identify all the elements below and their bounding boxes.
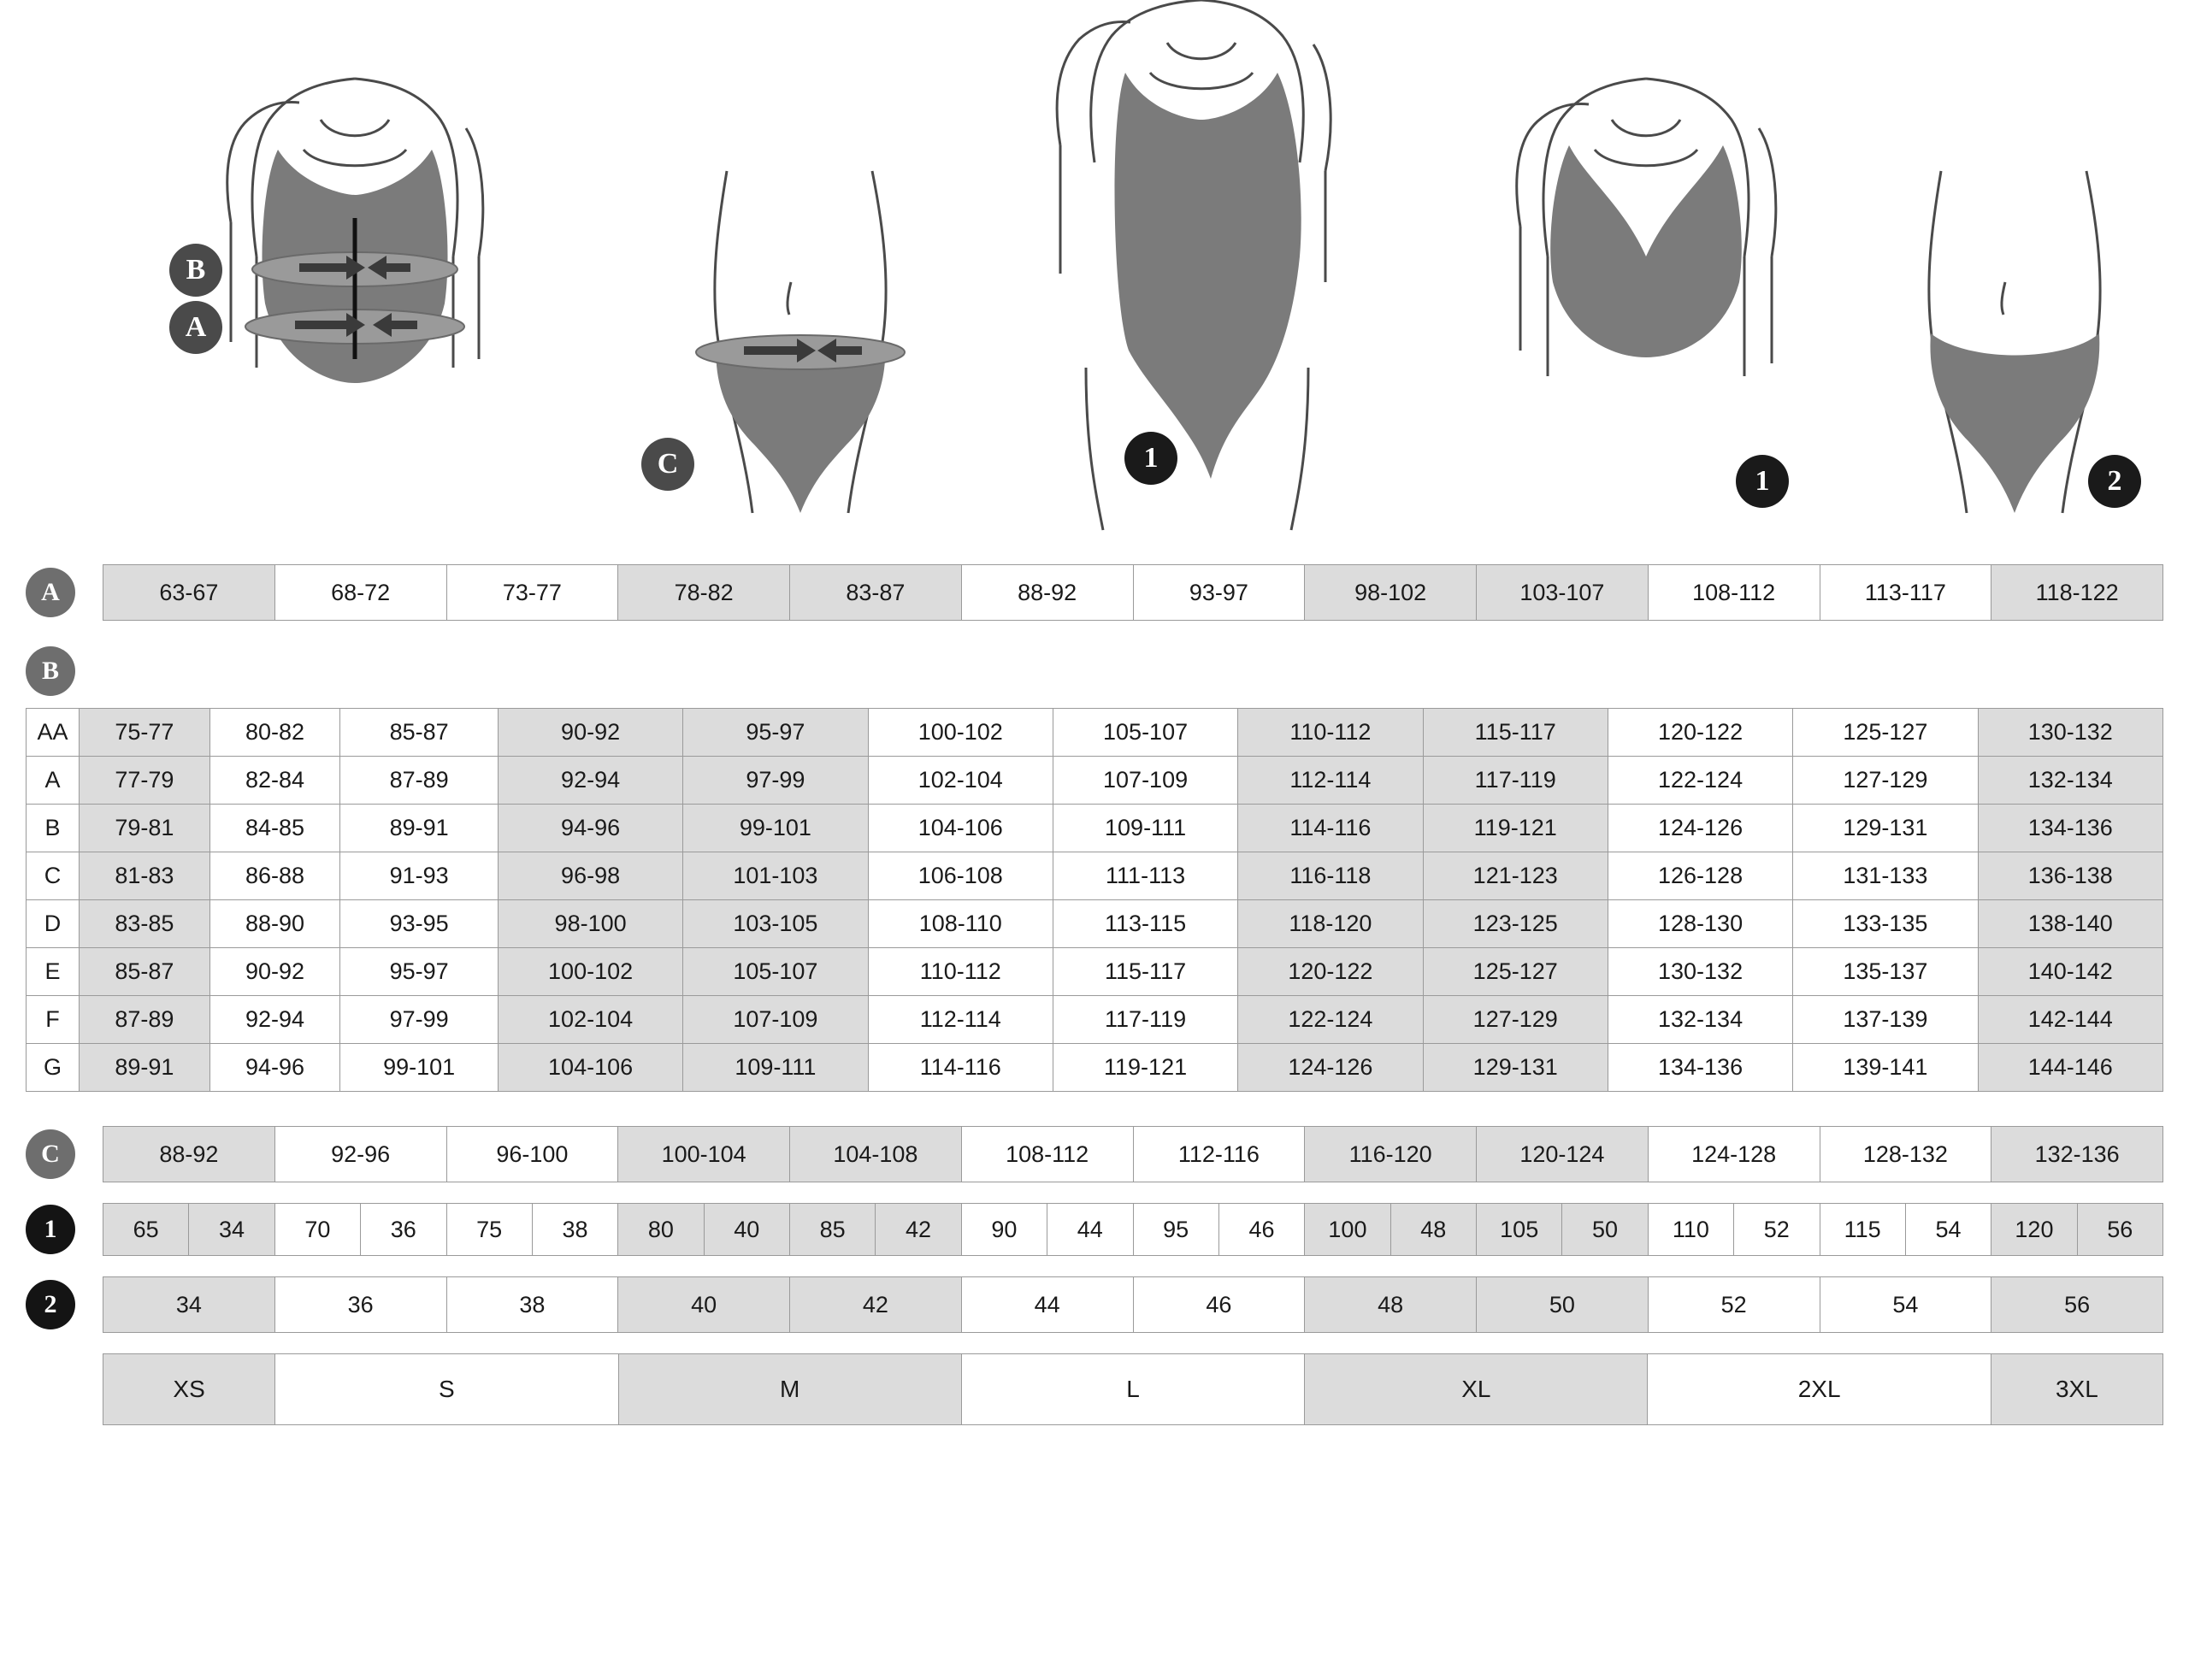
bust-cell: 107-109 — [1053, 757, 1237, 805]
bust-cell: 115-117 — [1053, 948, 1237, 996]
hip-cell: 112-116 — [1134, 1127, 1306, 1182]
hip-cell: 116-120 — [1305, 1127, 1477, 1182]
bust-cell: 91-93 — [340, 852, 499, 900]
row-c-values — [103, 1126, 2163, 1182]
size-row-values — [103, 1353, 2163, 1425]
table-row — [27, 996, 2163, 1044]
bust-cell: 109-111 — [683, 1044, 868, 1092]
size-cell: M — [619, 1354, 962, 1424]
underbust-cell: 103-107 — [1477, 565, 1649, 620]
brief-size-cell: 54 — [1820, 1277, 1992, 1332]
bust-cell: 125-127 — [1423, 948, 1608, 996]
row-a-values — [103, 564, 2163, 621]
row-b-label-block — [26, 646, 2163, 696]
bust-cell: 140-142 — [1978, 948, 2162, 996]
bust-cell: 131-133 — [1793, 852, 1978, 900]
bra-size-pair — [618, 1204, 790, 1255]
bust-cell: 129-131 — [1793, 805, 1978, 852]
brief-size-cell: 42 — [790, 1277, 962, 1332]
brief-size-cell: 50 — [1477, 1277, 1649, 1332]
bra-size-pair — [1134, 1204, 1306, 1255]
size-cell: L — [962, 1354, 1305, 1424]
underbust-cell: 88-92 — [962, 565, 1134, 620]
hip-cell: 96-100 — [447, 1127, 619, 1182]
brief-size-cell: 40 — [618, 1277, 790, 1332]
bra-band-alt: 54 — [1935, 1217, 1962, 1242]
table-row — [27, 709, 2163, 757]
bra-band-eu: 80 — [618, 1204, 704, 1255]
figure-illustrations — [26, 0, 2163, 564]
bust-cell: 112-114 — [1238, 757, 1423, 805]
bust-cell: 93-95 — [340, 900, 499, 948]
table-row — [27, 757, 2163, 805]
bust-cell: 134-136 — [1608, 1044, 1792, 1092]
bust-cell: 127-129 — [1423, 996, 1608, 1044]
row-1-label-wrap — [26, 1203, 103, 1256]
bust-cell: 134-136 — [1978, 805, 2162, 852]
bust-cell: 104-106 — [868, 805, 1053, 852]
bra-band-alt: 38 — [562, 1217, 588, 1242]
brief-size-cell: 34 — [103, 1277, 275, 1332]
bust-cell: 104-106 — [498, 1044, 682, 1092]
bra-size-pair — [1649, 1204, 1820, 1255]
bra-size-pair — [447, 1204, 619, 1255]
bust-cell: 99-101 — [340, 1044, 499, 1092]
hip-figure — [616, 0, 975, 551]
bust-cell: 124-126 — [1608, 805, 1792, 852]
size-cell: 3XL — [1991, 1354, 2162, 1424]
bust-cell: 80-82 — [209, 709, 340, 757]
bra-band-alt: 56 — [2078, 1204, 2162, 1255]
bust-cell: 95-97 — [683, 709, 868, 757]
bust-cell: 92-94 — [209, 996, 340, 1044]
bra-band-alt: 40 — [705, 1204, 789, 1255]
table-row — [27, 852, 2163, 900]
swimsuit-figure — [958, 0, 1351, 551]
brief-figure — [1890, 0, 2180, 551]
bust-cell: 125-127 — [1793, 709, 1978, 757]
row-2-label: 2 — [26, 1280, 75, 1329]
size-row-block — [26, 1353, 2163, 1425]
cup-label: B — [27, 805, 80, 852]
bust-cell: 144-146 — [1978, 1044, 2162, 1092]
bust-cell: 122-124 — [1608, 757, 1792, 805]
bust-cell: 97-99 — [683, 757, 868, 805]
bra-band-alt: 50 — [1562, 1204, 1647, 1255]
bust-cell: 128-130 — [1608, 900, 1792, 948]
bra-size-pair — [1820, 1204, 1992, 1255]
bust-cell: 137-139 — [1793, 996, 1978, 1044]
hip-cell: 128-132 — [1820, 1127, 1992, 1182]
bust-cell: 120-122 — [1608, 709, 1792, 757]
bust-cell: 135-137 — [1793, 948, 1978, 996]
bra-size-pair — [275, 1204, 447, 1255]
bust-cell: 102-104 — [868, 757, 1053, 805]
bra-band-eu: 90 — [962, 1204, 1047, 1255]
row-c-label-wrap — [26, 1126, 103, 1182]
cup-label: D — [27, 900, 80, 948]
bra-band-alt: 36 — [390, 1217, 416, 1242]
badge-B: B — [169, 244, 222, 297]
bust-cell: 98-100 — [498, 900, 682, 948]
bust-cell: 95-97 — [340, 948, 499, 996]
bust-cell: 123-125 — [1423, 900, 1608, 948]
bust-cell: 89-91 — [340, 805, 499, 852]
bust-cell: 110-112 — [868, 948, 1053, 996]
row-b-label-wrap — [26, 646, 103, 696]
bust-cell: 92-94 — [498, 757, 682, 805]
row-a-label-wrap — [26, 564, 103, 621]
row-1-label: 1 — [26, 1205, 75, 1254]
bust-cell: 97-99 — [340, 996, 499, 1044]
bust-cell: 110-112 — [1238, 709, 1423, 757]
bust-cell: 87-89 — [80, 996, 210, 1044]
bust-cell: 105-107 — [683, 948, 868, 996]
cup-size-table — [26, 708, 2163, 1092]
bust-cell: 132-134 — [1978, 757, 2162, 805]
table-row — [27, 1044, 2163, 1092]
cup-label: F — [27, 996, 80, 1044]
hip-cell: 104-108 — [790, 1127, 962, 1182]
bust-cell: 133-135 — [1793, 900, 1978, 948]
bust-cell: 136-138 — [1978, 852, 2162, 900]
bust-cell: 75-77 — [80, 709, 210, 757]
hip-cell: 132-136 — [1991, 1127, 2162, 1182]
row-b-label: B — [26, 646, 75, 696]
bust-cell: 129-131 — [1423, 1044, 1608, 1092]
bust-cell: 103-105 — [683, 900, 868, 948]
bust-cell: 82-84 — [209, 757, 340, 805]
bust-cell: 132-134 — [1608, 996, 1792, 1044]
bust-cell: 122-124 — [1238, 996, 1423, 1044]
bust-cell: 120-122 — [1238, 948, 1423, 996]
badge-1-bra: 1 — [1736, 455, 1789, 508]
bust-cell: 99-101 — [683, 805, 868, 852]
row-2-values — [103, 1276, 2163, 1333]
bust-cell: 83-85 — [80, 900, 210, 948]
bra-band-eu: 75 — [447, 1204, 533, 1255]
row-c-label: C — [26, 1129, 75, 1179]
brief-size-cell: 36 — [275, 1277, 447, 1332]
underbust-cell: 118-122 — [1991, 565, 2162, 620]
bra-band-alt: 48 — [1391, 1204, 1476, 1255]
bust-cell: 111-113 — [1053, 852, 1237, 900]
bust-cell: 108-110 — [868, 900, 1053, 948]
bra-band-eu: 110 — [1649, 1204, 1734, 1255]
underbust-cell: 113-117 — [1820, 565, 1992, 620]
underbust-cell: 68-72 — [275, 565, 447, 620]
badge-C: C — [641, 438, 694, 491]
cup-label: G — [27, 1044, 80, 1092]
bra-band-alt: 42 — [876, 1204, 960, 1255]
size-cell: S — [275, 1354, 618, 1424]
bra-band-eu: 105 — [1477, 1204, 1562, 1255]
bra-band-eu: 100 — [1305, 1204, 1390, 1255]
brief-size-cell: 52 — [1649, 1277, 1820, 1332]
bra-band-eu: 95 — [1134, 1204, 1219, 1255]
bust-cell: 100-102 — [498, 948, 682, 996]
cup-label: C — [27, 852, 80, 900]
bra-size-pair — [790, 1204, 962, 1255]
bust-cell: 130-132 — [1978, 709, 2162, 757]
bra-size-pair — [103, 1204, 275, 1255]
bust-cell: 116-118 — [1238, 852, 1423, 900]
bra-size-pair — [1477, 1204, 1649, 1255]
bust-cell: 107-109 — [683, 996, 868, 1044]
underbust-cell: 63-67 — [103, 565, 275, 620]
bra-band-alt: 52 — [1763, 1217, 1790, 1242]
bra-size-pair — [1305, 1204, 1477, 1255]
bra-band-eu: 65 — [103, 1204, 189, 1255]
brief-size-cell: 38 — [447, 1277, 619, 1332]
brief-size-cell: 46 — [1134, 1277, 1306, 1332]
bust-cell: 94-96 — [209, 1044, 340, 1092]
bust-cell: 113-115 — [1053, 900, 1237, 948]
cup-label: A — [27, 757, 80, 805]
bust-cell: 139-141 — [1793, 1044, 1978, 1092]
bra-band-eu: 120 — [1991, 1204, 2077, 1255]
badge-1-swimsuit: 1 — [1124, 432, 1177, 485]
bust-cell: 89-91 — [80, 1044, 210, 1092]
bust-cell: 105-107 — [1053, 709, 1237, 757]
badge-A: A — [169, 301, 222, 354]
bust-cell: 119-121 — [1053, 1044, 1237, 1092]
bust-cell: 130-132 — [1608, 948, 1792, 996]
brief-size-cell: 44 — [962, 1277, 1134, 1332]
hip-cell: 108-112 — [962, 1127, 1134, 1182]
row-a-label: A — [26, 568, 75, 617]
bust-cell: 77-79 — [80, 757, 210, 805]
bust-cell: 106-108 — [868, 852, 1053, 900]
size-cell: 2XL — [1648, 1354, 1991, 1424]
bra-band-eu: 115 — [1820, 1204, 1906, 1255]
underbust-cell: 98-102 — [1305, 565, 1477, 620]
bust-underbust-figure — [128, 0, 573, 551]
bust-cell: 114-116 — [1238, 805, 1423, 852]
underbust-cell: 93-97 — [1134, 565, 1306, 620]
bust-cell: 94-96 — [498, 805, 682, 852]
badge-2-brief: 2 — [2088, 455, 2141, 508]
bust-cell: 124-126 — [1238, 1044, 1423, 1092]
bra-band-eu: 70 — [275, 1204, 361, 1255]
bust-cell: 112-114 — [868, 996, 1053, 1044]
size-cell: XL — [1305, 1354, 1648, 1424]
underbust-cell: 78-82 — [618, 565, 790, 620]
bust-cell: 81-83 — [80, 852, 210, 900]
bust-cell: 85-87 — [80, 948, 210, 996]
row-1-block — [26, 1203, 2163, 1256]
hip-cell: 124-128 — [1649, 1127, 1820, 1182]
hip-cell: 88-92 — [103, 1127, 275, 1182]
bust-cell: 87-89 — [340, 757, 499, 805]
bra-band-alt: 44 — [1077, 1217, 1103, 1242]
bust-cell: 138-140 — [1978, 900, 2162, 948]
bust-cell: 121-123 — [1423, 852, 1608, 900]
table-row — [27, 900, 2163, 948]
bra-figure — [1419, 0, 1847, 551]
size-cell: XS — [103, 1354, 275, 1424]
bust-cell: 114-116 — [868, 1044, 1053, 1092]
brief-size-cell: 48 — [1305, 1277, 1477, 1332]
brief-size-cell: 56 — [1991, 1277, 2162, 1332]
bust-cell: 101-103 — [683, 852, 868, 900]
bust-cell: 127-129 — [1793, 757, 1978, 805]
bust-cell: 115-117 — [1423, 709, 1608, 757]
bust-cell: 118-120 — [1238, 900, 1423, 948]
bust-cell: 84-85 — [209, 805, 340, 852]
row-2-label-wrap — [26, 1276, 103, 1333]
bra-size-pair — [962, 1204, 1134, 1255]
underbust-cell: 108-112 — [1649, 565, 1820, 620]
bust-cell: 102-104 — [498, 996, 682, 1044]
bra-band-alt: 46 — [1248, 1217, 1275, 1242]
row-c-block — [26, 1126, 2163, 1182]
bra-size-pair — [1991, 1204, 2162, 1255]
underbust-cell: 83-87 — [790, 565, 962, 620]
row-a-block — [26, 564, 2163, 621]
bust-cell: 90-92 — [209, 948, 340, 996]
bust-cell: 100-102 — [868, 709, 1053, 757]
row-2-block — [26, 1276, 2163, 1333]
size-row-label-wrap — [26, 1353, 103, 1425]
hip-cell: 92-96 — [275, 1127, 447, 1182]
row-1-values — [103, 1203, 2163, 1256]
bust-cell: 119-121 — [1423, 805, 1608, 852]
hip-cell: 100-104 — [618, 1127, 790, 1182]
bust-cell: 117-119 — [1053, 996, 1237, 1044]
bust-cell: 90-92 — [498, 709, 682, 757]
bust-cell: 117-119 — [1423, 757, 1608, 805]
bust-cell: 109-111 — [1053, 805, 1237, 852]
table-row — [27, 805, 2163, 852]
bra-band-alt: 34 — [189, 1204, 274, 1255]
bust-cell: 88-90 — [209, 900, 340, 948]
cup-label: AA — [27, 709, 80, 757]
bust-cell: 85-87 — [340, 709, 499, 757]
underbust-cell: 73-77 — [447, 565, 619, 620]
bust-cell: 79-81 — [80, 805, 210, 852]
bust-cell: 142-144 — [1978, 996, 2162, 1044]
bust-cell: 126-128 — [1608, 852, 1792, 900]
cup-label: E — [27, 948, 80, 996]
bust-cell: 96-98 — [498, 852, 682, 900]
hip-cell: 120-124 — [1477, 1127, 1649, 1182]
bust-cell: 86-88 — [209, 852, 340, 900]
table-row — [27, 948, 2163, 996]
bra-band-eu: 85 — [790, 1204, 876, 1255]
